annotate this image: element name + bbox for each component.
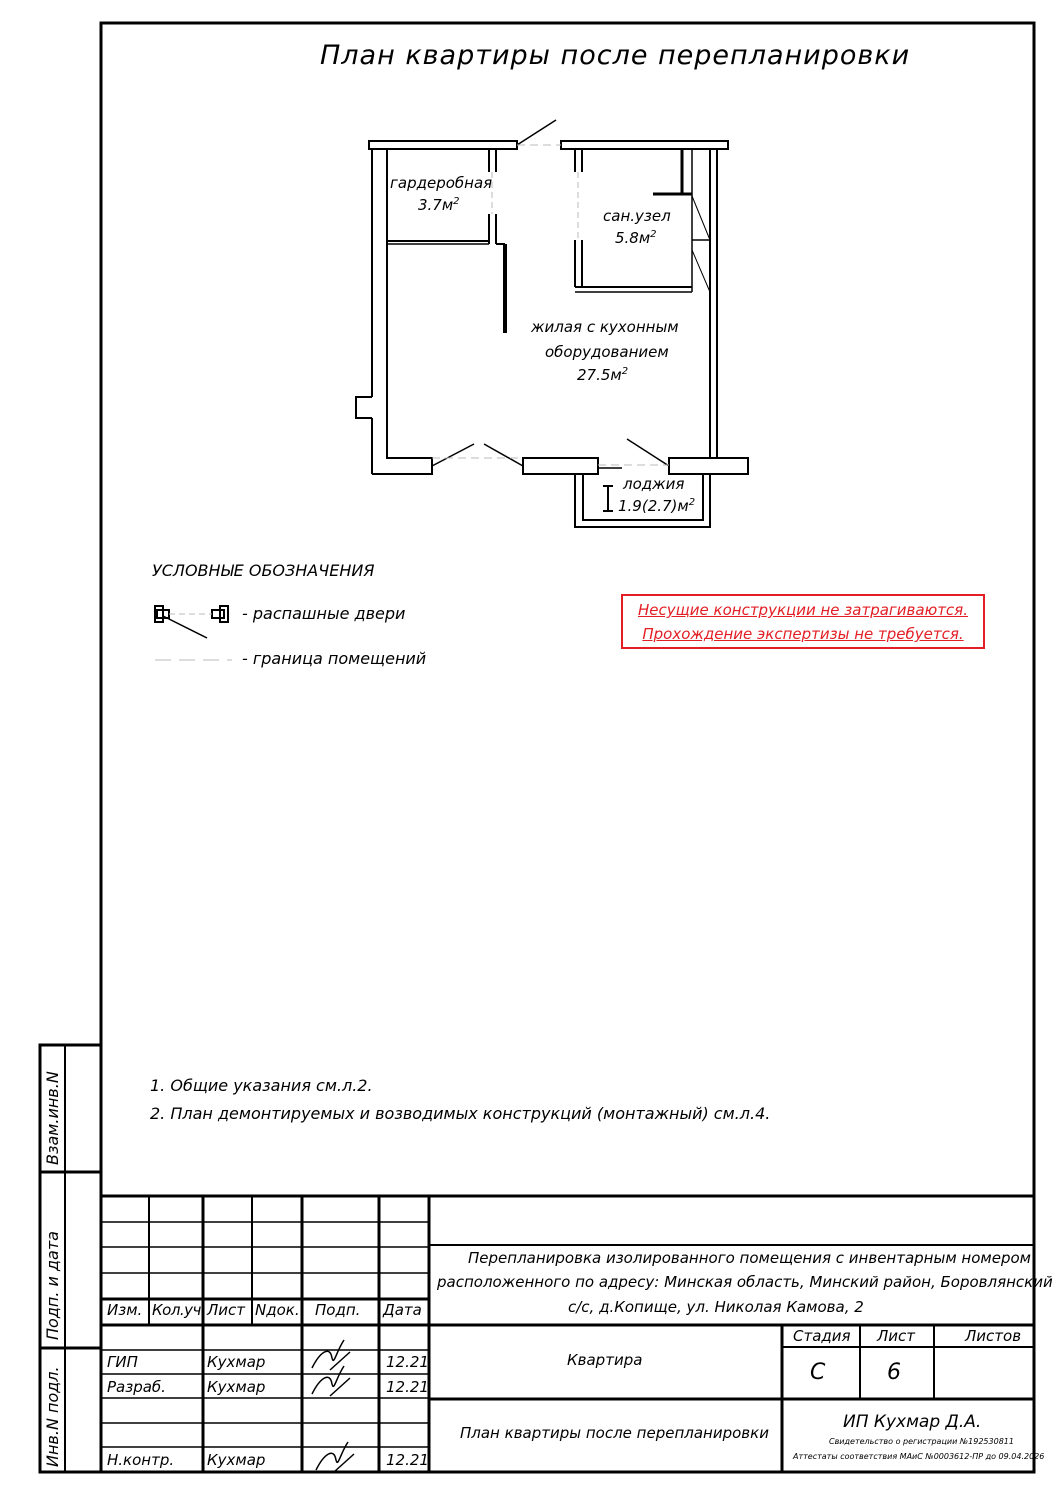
stamp-header-kol: Кол.уч. — [152, 1301, 206, 1319]
stamp-header-izm: Изм. — [107, 1301, 143, 1319]
sheet-value: 6 — [887, 1360, 901, 1385]
legend-heading: УСЛОВНЫЕ ОБОЗНАЧЕНИЯ — [152, 561, 375, 580]
stage-label: Стадия — [793, 1327, 851, 1345]
signature-gip — [312, 1340, 350, 1370]
stamp-role-razrab: Разраб. — [107, 1378, 166, 1396]
room-wardrobe-name: гардеробная — [390, 174, 493, 192]
project-line-1: Перепланировка изолированного помещения с инвентарным номером — [468, 1249, 1031, 1267]
sheet-label: Лист — [877, 1327, 916, 1345]
stamp-date-razrab: 12.21 — [386, 1378, 429, 1396]
stamp-header-ndok: Nдок. — [255, 1301, 300, 1319]
stamp-header-list: Лист — [207, 1301, 246, 1319]
room-bathroom-name: сан.узел — [603, 207, 671, 225]
room-bathroom-area: $5.8м^2$ — [615, 229, 657, 247]
stamp-date-gip: 12.21 — [386, 1353, 429, 1371]
stamp-role-nkontr: Н.контр. — [107, 1451, 175, 1469]
legend-doors-label: - распашные двери — [242, 604, 406, 623]
legend-boundary-label: - граница помещений — [242, 649, 427, 668]
object-name: Квартира — [567, 1351, 643, 1369]
stamp-name-gip: Кухмар — [207, 1353, 266, 1371]
note-1: 1. Общие указания см.л.2. — [150, 1076, 373, 1095]
project-line-2: расположенного по адресу: Минская область, Минский район, Боровлянский — [437, 1273, 1053, 1291]
room-living-name-1: жилая с кухонным — [531, 318, 679, 336]
side-label-vzam: Взам.инв.N — [43, 1071, 62, 1165]
room-living-area: $27.5м^2$ — [577, 366, 629, 384]
stamp-role-gip: ГИП — [107, 1353, 138, 1371]
company-cert-1: Свидетельство о регистрации №192530811 — [829, 1437, 1014, 1446]
stamp-name-razrab: Кухмар — [207, 1378, 266, 1396]
project-line-3: с/с, д.Копище, ул. Николая Камова, 2 — [568, 1298, 864, 1316]
side-label-podp: Подп. и дата — [43, 1231, 62, 1340]
drawing-name: План квартиры после перепланировки — [460, 1424, 769, 1442]
notice-line-2: Прохождение экспертизы не требуется. — [642, 625, 964, 643]
notice-box — [621, 594, 985, 649]
room-loggia-area: $1.9(2.7)м^2$ — [618, 497, 696, 515]
note-2: 2. План демонтируемых и возводимых конструкций (монтажный) см.л.4. — [150, 1104, 771, 1123]
stamp-date-nkontr: 12.21 — [386, 1451, 429, 1469]
room-loggia-name: лоджия — [623, 475, 685, 493]
signature-razrab — [312, 1366, 350, 1396]
company-cert-2: Аттестаты соответствия МАиС №0003612-ПР до 09.04.2026 — [793, 1452, 1045, 1461]
stage-value: С — [810, 1360, 826, 1385]
stamp-header-podp: Подп. — [315, 1301, 361, 1319]
room-wardrobe-area: $3.7м^2$ — [418, 196, 460, 214]
stamp-name-nkontr: Кухмар — [207, 1451, 266, 1469]
page-title: План квартиры после перепланировки — [320, 40, 911, 71]
sheets-label: Листов — [965, 1327, 1022, 1345]
legend-symbols — [155, 606, 232, 660]
company-name: ИП Кухмар Д.А. — [843, 1412, 982, 1432]
side-label-inv: Инв.N подл. — [43, 1366, 62, 1467]
notice-line-1: Несущие конструкции не затрагиваются. — [638, 601, 968, 619]
stamp-header-data: Дата — [383, 1301, 422, 1319]
room-living-name-2: оборудованием — [545, 343, 669, 361]
